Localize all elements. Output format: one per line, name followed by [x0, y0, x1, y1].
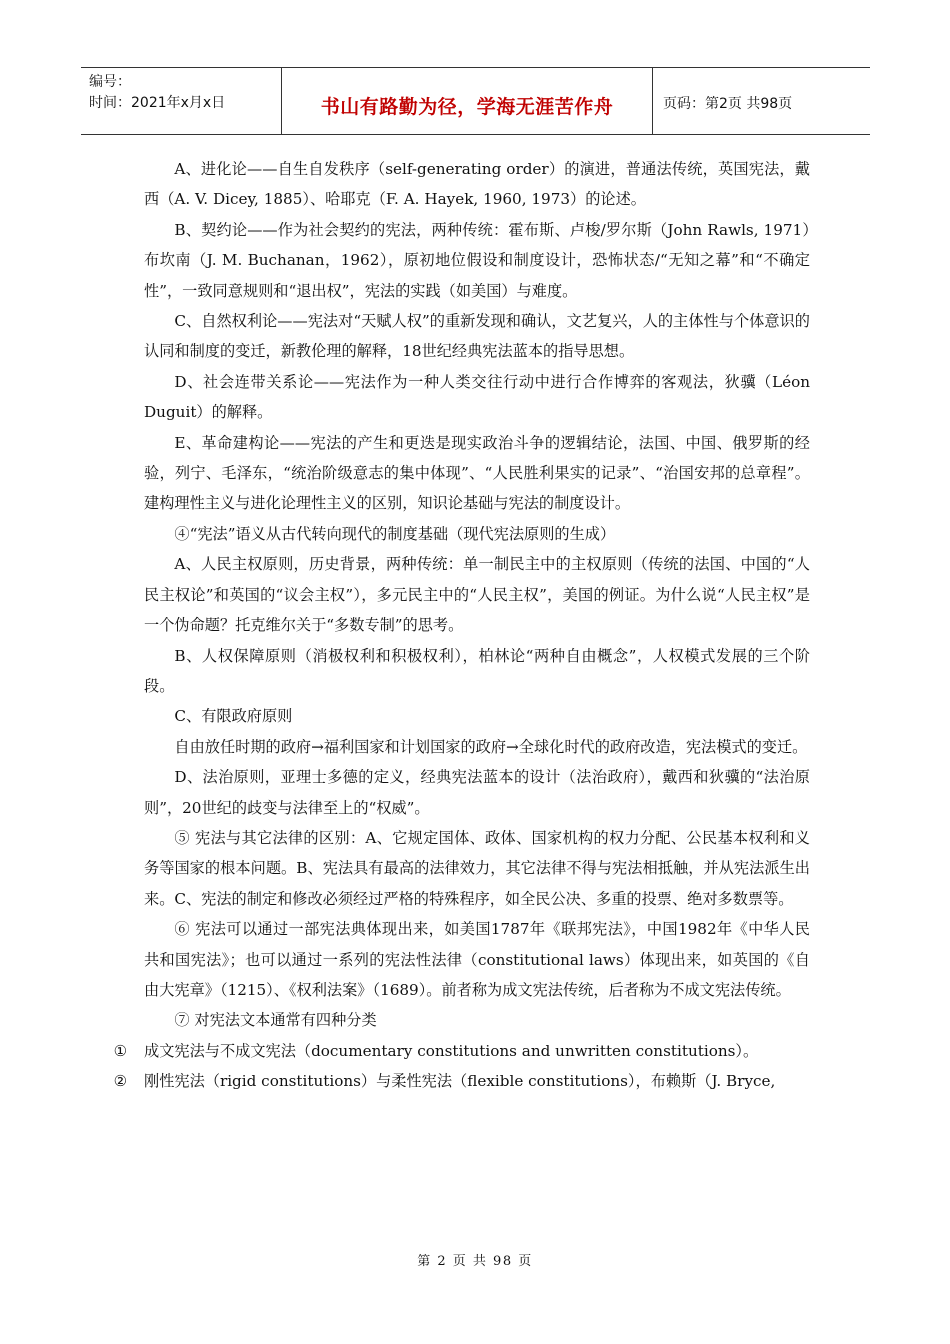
section-heading: ⑦ 对宪法文本通常有四种分类: [174, 1011, 377, 1030]
paragraph: C、自然权利论——宪法对“天赋人权”的重新发现和确认，文艺复兴，人的主体性与个体意识的认同和制度的变迁，新教伦理的解释，18世纪经典宪法蓝本的指导思想。: [144, 312, 810, 361]
paragraph: ⑤ 宪法与其它法律的区别：A、它规定国体、政体、国家机构的权力分配、公民基本权利和义务等国家的根本问题。B、宪法具有最高的法律效力，其它法律不得与宪法相抵触，并从宪法派生出来。C、宪法的制定和修改必须经过严格的特殊程序，如全民公决、多重的投票、绝对多数票等。: [144, 828, 810, 908]
paragraph: C、有限政府原则: [174, 707, 293, 726]
header-motto: 书山有路勤为径，学海无涯苦作舟: [320, 95, 614, 118]
item-number: ①: [113, 1041, 128, 1060]
item-number: ②: [113, 1072, 128, 1091]
document-date: 时间：2021年x月x日: [89, 95, 226, 111]
paragraph: B、契约论——作为社会契约的宪法，两种传统：霍布斯、卢梭/罗尔斯（John Rawls, 1971）布坎南（J. M. Buchanan，1962），原初地位假设和制度设计，恐怖状态/“无知之幕”和“不确定性”，一致同意规则和“退出权”，宪法的实践（如美国）与难度。: [144, 220, 810, 300]
paragraph: 自由放任时期的政府→福利国家和计划国家的政府→全球化时代的政府改造，宪法模式的变迁。: [174, 737, 808, 756]
header-motto-cell: [282, 68, 653, 134]
paragraph: ⑥ 宪法可以通过一部宪法典体现出来，如美国1787年《联邦宪法》，中国1982年《中华人民共和国宪法》；也可以通过一系列的宪法性法律（constitutional laws）体现出来，如英国的《自由大宪章》（1215）、《权利法案》（1689）。前者称为成文宪法传统，后者称为不成文宪法传统。: [144, 920, 810, 999]
paragraph: E、革命建构论——宪法的产生和更迭是现实政治斗争的逻辑结论，法国、中国、俄罗斯的经验，列宁、毛泽东，“统治阶级意志的集中体现”、“人民胜利果实的记录”、“治国安邦的总章程”。建构理性主义与进化论理性主义的区别，知识论基础与宪法的制度设计。: [144, 433, 810, 513]
document-number-label: 编号：: [89, 74, 131, 90]
item-text: 成文宪法与不成文宪法（documentary constitutions and unwritten constitutions）。: [144, 1041, 759, 1060]
header-page-code: 页码：第2页 共98页: [663, 96, 793, 112]
paragraph: B、人权保障原则（消极权利和积极权利），柏林论“两种自由概念”，人权模式发展的三个阶段。: [144, 646, 810, 695]
paragraph: D、法治原则，亚理士多德的定义，经典宪法蓝本的设计（法治政府），戴西和狄骥的“法治原则”，20世纪的歧变与法律至上的“权威”。: [144, 768, 810, 817]
header-meta: [81, 68, 282, 134]
paragraph: A、进化论——自生自发秩序（self-generating order）的演进，普通法传统，英国宪法，戴西（A. V. Dicey, 1885）、哈耶克（F. A. Hayek, 1960, 1973）的论述。: [144, 160, 810, 209]
page-footer: 第 2 页 共 98 页: [417, 1254, 533, 1269]
document-body: [113, 154, 810, 1097]
numbered-item: [114, 1036, 810, 1066]
section-heading: ④“宪法”语义从古代转向现代的制度基础（现代宪法原则的生成）: [174, 524, 616, 543]
paragraph: D、社会连带关系论——宪法作为一种人类交往行动中进行合作博弈的客观法，狄骥（Léon Duguit）的解释。: [144, 372, 810, 422]
page-header: [81, 67, 870, 135]
paragraph: A、人民主权原则，历史背景，两种传统：单一制民主中的主权原则（传统的法国、中国的“人民主权论”和英国的“议会主权”），多元民主中的“人民主权”，美国的例证。为什么说“人民主权”是一个伪命题？托克维尔关于“多数专制”的思考。: [144, 555, 810, 635]
item-text: 刚性宪法（rigid constitutions）与柔性宪法（flexible constitutions），布赖斯（J. Bryce,: [144, 1072, 776, 1091]
numbered-item: [114, 1066, 810, 1096]
